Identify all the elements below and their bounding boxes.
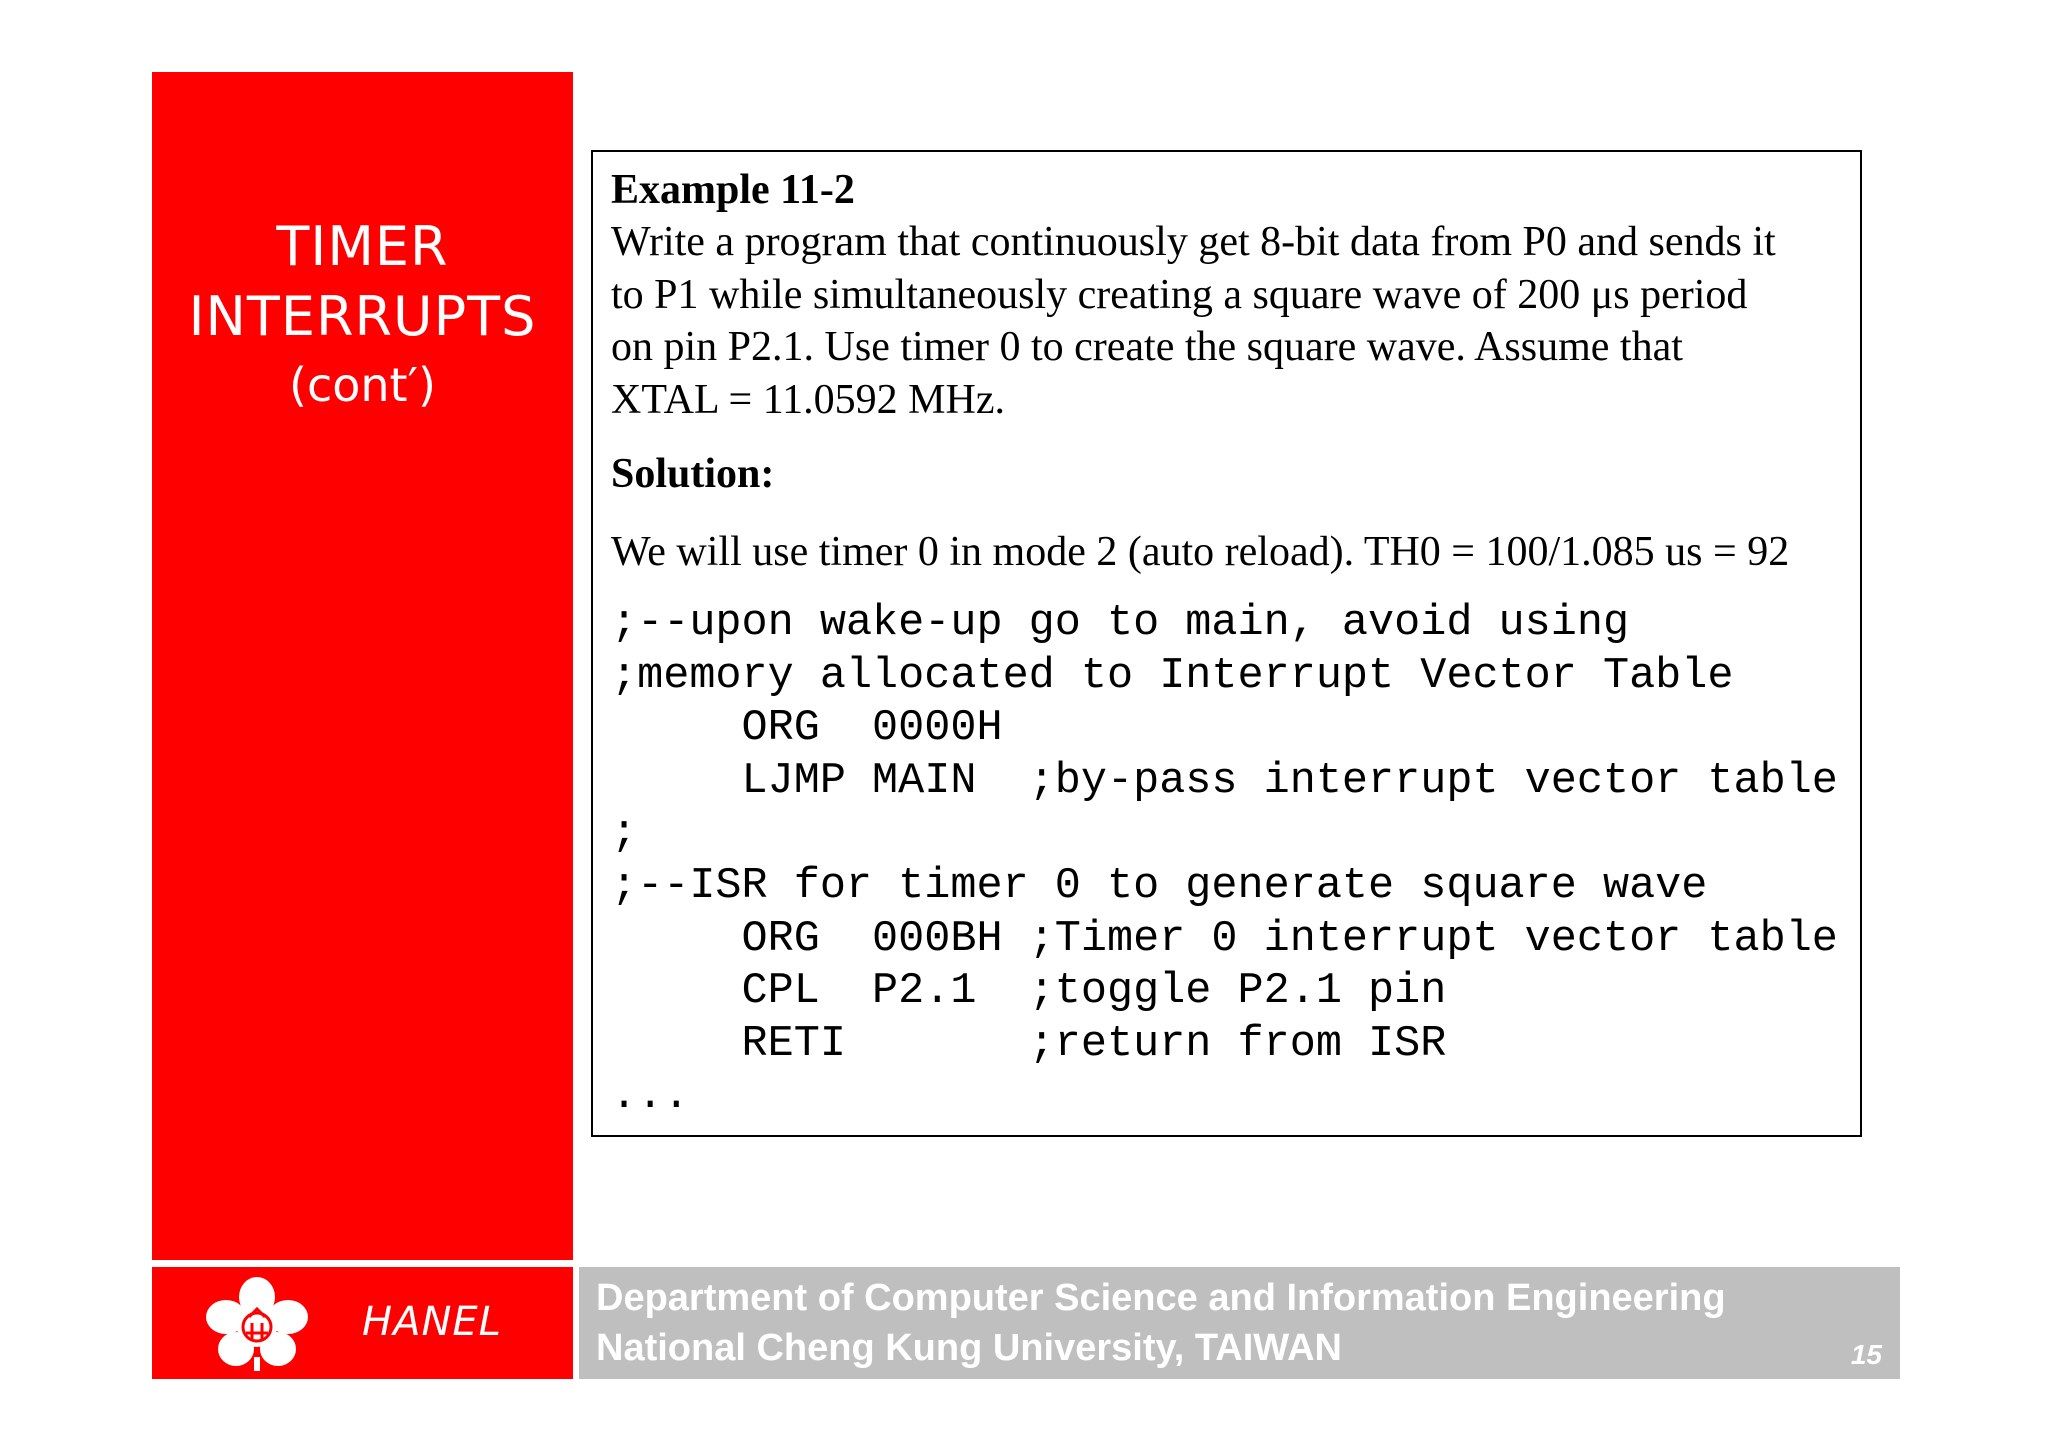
code-line: LJMP MAIN ;by-pass interrupt vector table	[611, 756, 1838, 806]
example-line: to P1 while simultaneously creating a square wave of 200 μs period	[611, 271, 1748, 318]
author-name: HANEL	[362, 1299, 502, 1345]
university-emblem-icon	[202, 1273, 312, 1373]
section-title-line-2: INTERRUPTS	[188, 285, 537, 348]
section-subtitle: (cont′)	[289, 358, 436, 412]
example-line: on pin P2.1. Use timer 0 to create the square wave. Assume that	[611, 324, 1683, 370]
section-title-line-1: TIMER	[276, 215, 449, 278]
solution-title: Solution:	[611, 451, 775, 497]
footer-university: National Cheng Kung University, TAIWAN	[596, 1327, 1342, 1369]
code-line: ;--ISR for timer 0 to generate square wave	[611, 861, 1708, 911]
footer	[579, 1267, 1900, 1379]
code-line: CPL P2.1 ;toggle P2.1 pin	[611, 967, 1447, 1017]
code-line: ;	[611, 809, 638, 859]
code-line: ...	[611, 1072, 690, 1122]
side-panel	[152, 72, 573, 1260]
section-title	[152, 212, 573, 418]
code-line: ORG 000BH ;Timer 0 interrupt vector table	[611, 914, 1838, 964]
code-line: ORG 0000H	[611, 704, 1003, 754]
example-line: XTAL = 11.0592 MHz.	[611, 376, 1005, 423]
logo-block	[152, 1267, 573, 1379]
example-box	[591, 150, 1862, 1137]
example-title: Example 11-2	[611, 167, 855, 213]
code-line: ;--upon wake-up go to main, avoid using	[611, 599, 1630, 648]
code-line: ;memory allocated to Interrupt Vector Table	[611, 651, 1734, 701]
code-block	[611, 598, 1838, 1124]
example-line: Write a program that continuously get 8-bit data from P0 and sends it	[611, 219, 1776, 265]
footer-department: Department of Computer Science and Information Engineering	[596, 1277, 1726, 1319]
solution-text: We will use timer 0 in mode 2 (auto reload). TH0 = 100/1.085 us = 92	[611, 529, 1790, 575]
code-line: RETI ;return from ISR	[611, 1019, 1447, 1069]
example-description	[611, 216, 1851, 426]
page-number: 15	[1850, 1339, 1882, 1370]
